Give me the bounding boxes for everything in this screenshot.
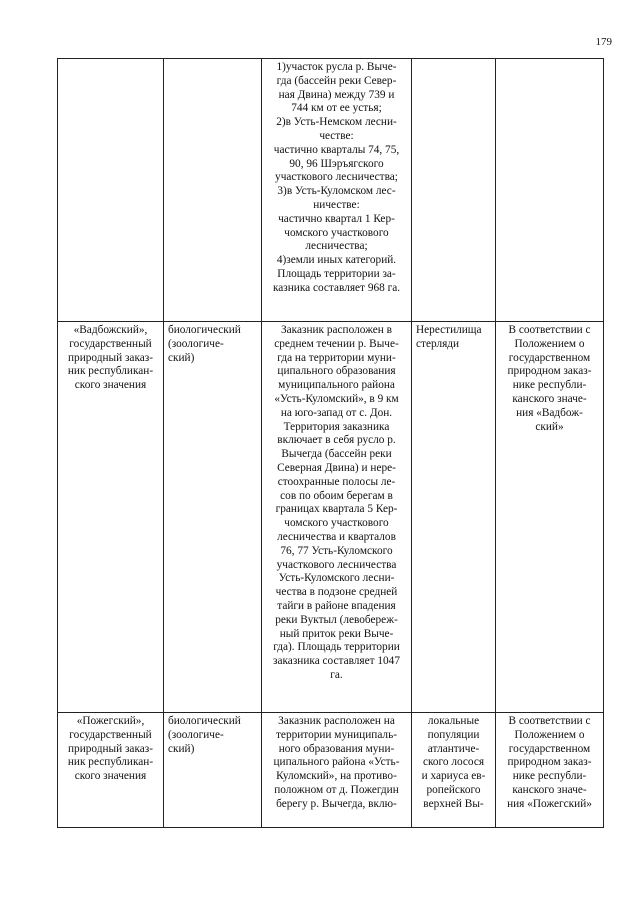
- page-number: 179: [595, 36, 612, 48]
- reserve-description-cell: Заказник расположен на территории муниципаль- ного образования муни- ципального района «Усть- Куломский», на противо- положном от д. Пожегдин берегу р. Вычегда, вклю-: [262, 713, 412, 828]
- protected-objects-cell: Нерестилища стерляди: [412, 322, 496, 713]
- reserve-name-cell: [58, 59, 164, 322]
- regulation-cell: В соответствии с Положением о государственном природном заказ- нике республи- канского значе- ния «Вадбож- ский»: [496, 322, 604, 713]
- reserve-type-cell: биологический (зоологиче- ский): [164, 322, 262, 713]
- reserve-name-cell: «Вадбожский», государственный природный заказ- ник республикан- ского значения: [58, 322, 164, 713]
- reserve-name-cell: «Пожегский», государственный природный заказ- ник республикан- ского значения: [58, 713, 164, 828]
- reserves-table: [57, 58, 604, 828]
- protected-objects-cell: локальные популяции атлантиче- ского лосося и хариуса ев- ропейского верхней Вы-: [412, 713, 496, 828]
- reserve-description-cell: 1)участок русла р. Выче- гда (бассейн реки Север- ная Двина) между 739 и 744 км от ее устья; 2)в Усть-Немском лесни- честве: частично кварталы 74, 75, 90, 96 Шэръягского участкового лесничества; 3)в Усть-Куломском лес- ничестве: частично квартал 1 Кер- чомского участкового лесничества; 4)земли иных категорий. Площадь территории за- казника составляет 968 га.: [262, 59, 412, 322]
- reserve-description-cell: Заказник расположен в среднем течении р. Выче- гда на территории муни- ципального образования муниципального района «Усть-Куломский», в 9 км на юго-запад от с. Дон. Территория заказника включает в себя русло р. Вычегда (бассейн реки Северная Двина) и нере- стоохранные полосы ле- сов по обоим берегам в границах квартала 5 Кер- чомского участкового лесничества и кварталов 76, 77 Усть-Куломского участкового лесничества Усть-Куломского лесни- чества в подзоне средней тайги в районе впадения реки Вуктыл (левобереж- ный приток реки Выче- гда). Площадь территории заказника составляет 1047 га.: [262, 322, 412, 713]
- regulation-cell: [496, 59, 604, 322]
- protected-objects-cell: [412, 59, 496, 322]
- reserve-type-cell: биологический (зоологиче- ский): [164, 713, 262, 828]
- reserve-type-cell: [164, 59, 262, 322]
- table-row: [58, 59, 604, 322]
- regulation-cell: В соответствии с Положением о государственном природном заказ- нике республи- канского значе- ния «Пожегский»: [496, 713, 604, 828]
- table-row: [58, 713, 604, 828]
- table-row: [58, 322, 604, 713]
